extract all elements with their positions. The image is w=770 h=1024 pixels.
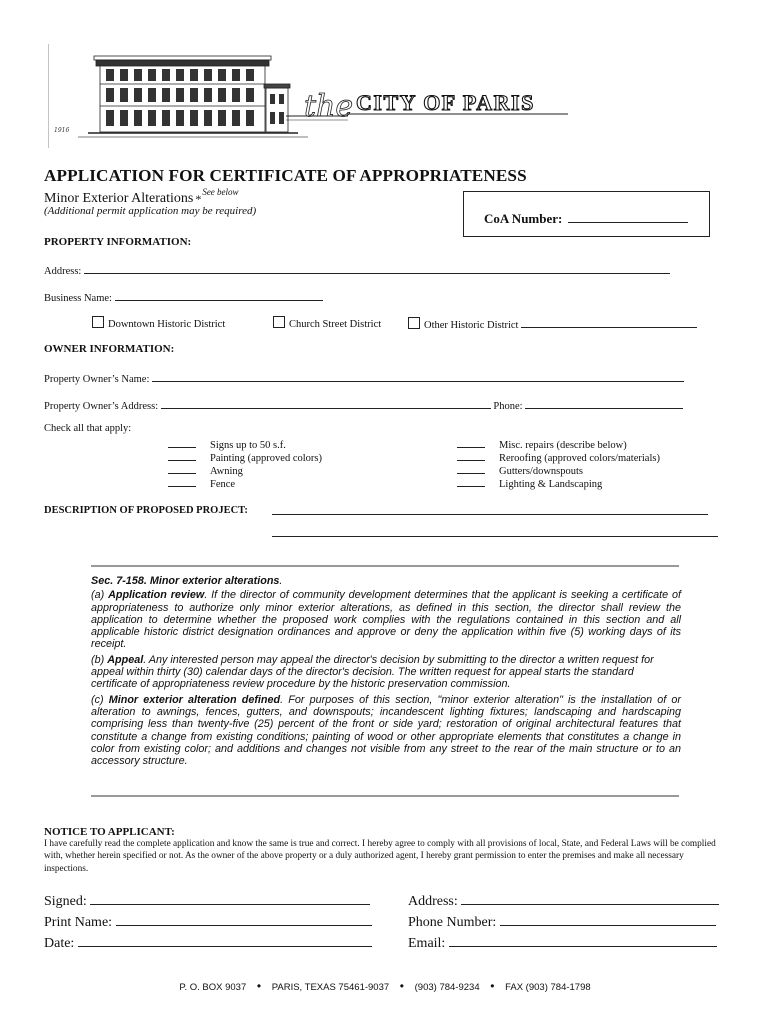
coa-number-box <box>463 191 710 237</box>
footer-po-box: P. O. BOX 9037 <box>179 982 247 993</box>
code-title-end: . <box>279 575 283 587</box>
code-a-bold: Application review <box>108 589 205 602</box>
code-a-head: (a) <box>91 589 109 602</box>
permit-note: (Additional permit application may be required) <box>44 205 257 217</box>
divider <box>91 795 679 797</box>
check-item-reroofing-label: Reroofing (approved colors/materials) <box>499 453 660 464</box>
footer-fax: FAX (903) 784-1798 <box>505 982 591 993</box>
code-b-text: . Any interested person may appeal the director's decision by submitting to the director a written request for appeal within thirty (30) calendar days of the director's decision. The written request for appeal starts the standard certificate of appropriateness review procedure by the historic preservation commission. <box>91 653 654 691</box>
code-b-head: (b) <box>91 653 108 666</box>
code-paragraph-a <box>91 589 681 650</box>
footer <box>0 979 770 993</box>
check-item-reroofing[interactable] <box>457 450 660 464</box>
email-label: Email: <box>408 936 446 951</box>
description-field-line-1[interactable] <box>272 514 708 515</box>
description-field-line-2[interactable] <box>272 536 718 537</box>
notice-heading: NOTICE TO APPLICANT: <box>44 826 175 838</box>
check-item-painting[interactable] <box>168 450 322 464</box>
check-blank[interactable] <box>168 476 196 487</box>
signer-address-label: Address: <box>408 894 458 909</box>
footer-phone: (903) 784-9234 <box>414 982 480 993</box>
check-item-misc-repairs[interactable] <box>457 437 627 451</box>
print-name-label: Print Name: <box>44 915 113 930</box>
check-item-gutters-label: Gutters/downspouts <box>499 466 583 477</box>
date-label: Date: <box>44 936 75 951</box>
svg-text:1916: 1916 <box>54 127 70 134</box>
print-name-field[interactable] <box>116 912 372 926</box>
district-church-street-label: Church Street District <box>289 319 382 330</box>
subtitle-note: See below <box>202 187 239 197</box>
bullet-icon: • <box>256 979 262 993</box>
district-other-label: Other Historic District <box>424 320 519 331</box>
district-church-street[interactable] <box>273 316 381 330</box>
check-item-lighting-label: Lighting & Landscaping <box>499 479 603 490</box>
code-paragraph-c <box>91 694 681 768</box>
code-section <box>91 575 681 767</box>
check-item-signs[interactable] <box>168 437 286 451</box>
checkbox-icon[interactable] <box>408 317 420 329</box>
code-paragraph-b <box>91 654 681 691</box>
phone-field[interactable] <box>525 397 683 409</box>
check-blank[interactable] <box>457 450 485 461</box>
check-item-painting-label: Painting (approved colors) <box>210 453 322 464</box>
signed-label: Signed: <box>44 894 87 909</box>
check-item-signs-label: Signs up to 50 s.f. <box>210 440 286 451</box>
check-blank[interactable] <box>457 463 485 474</box>
check-item-awning-label: Awning <box>210 466 243 477</box>
footer-city: PARIS, TEXAS 75461-9037 <box>271 982 390 993</box>
notice-text: I have carefully read the complete application and know the same is true and correct. I hereby agree to comply with all provisions of local, State, and Federal Laws will be complied with, whether herein specified or not. As the owner of the above property or a duly authorized agent, I hereby grant permission to enter the premises and make all necessary inspections. <box>44 839 716 874</box>
coa-number-field[interactable] <box>568 209 688 223</box>
check-blank[interactable] <box>457 437 485 448</box>
code-c-text: . For purposes of this section, "minor exterior alteration" is the installation of or alteration to awnings, fences, gutters, and downspouts; incandescent lighting fixtures; landscaping and hardscaping comprising less than twenty-five (25) percent of the front or side yard; restoration of original architectural features that constitute a change from existing conditions; painting of wood or other appropriate elements that constitutes a change in color from existing color; and additions and changes not visible from any street to the rear of the main structure or to an accessory structure. <box>91 693 682 768</box>
owner-info-heading: OWNER INFORMATION: <box>44 343 175 355</box>
other-district-field[interactable] <box>521 316 697 328</box>
district-other[interactable] <box>408 316 697 330</box>
owner-name-field[interactable] <box>152 370 684 382</box>
logo-the-script: the <box>304 89 354 124</box>
check-item-gutters[interactable] <box>457 463 583 477</box>
owner-name-label: Property Owner’s Name: <box>44 374 150 385</box>
logo-city-of-paris: CITY OF PARIS <box>356 90 535 115</box>
business-name-field[interactable] <box>115 289 323 301</box>
email-field[interactable] <box>449 933 717 947</box>
date-field[interactable] <box>78 933 372 947</box>
signed-field[interactable] <box>90 891 370 905</box>
phone-number-field[interactable] <box>500 912 716 926</box>
description-label: DESCRIPTION OF PROPOSED PROJECT: <box>44 505 248 516</box>
coa-number-label: CoA Number: <box>484 211 563 226</box>
form-subtitle <box>44 187 239 207</box>
page-title: APPLICATION FOR CERTIFICATE OF APPROPRIATENESS <box>44 166 527 185</box>
business-name-label: Business Name: <box>44 293 112 304</box>
address-label: Address: <box>44 266 82 277</box>
check-item-fence-label: Fence <box>210 479 236 490</box>
subtitle-text: Minor Exterior Alterations <box>44 191 194 206</box>
code-c-head: (c) <box>91 693 109 706</box>
divider <box>91 565 679 567</box>
code-a-text: . If the director of community development determines that the applicant is seeking a certificate of appropriateness to authorize only minor exterior alterations, as defined in this section, the director shall review the application to determine whether the proposed work complies with the regulations contained in this section and all applicable historic district designation ordinances and approve or deny the application within five (5) working days of its receipt. <box>91 589 681 651</box>
check-item-misc-repairs-label: Misc. repairs (describe below) <box>499 440 627 451</box>
owner-address-field[interactable] <box>161 397 491 409</box>
bullet-icon: • <box>490 979 495 993</box>
checkbox-icon[interactable] <box>92 316 104 328</box>
check-item-awning[interactable] <box>168 463 243 477</box>
code-c-bold: Minor exterior alteration defined <box>108 693 281 706</box>
property-info-heading: PROPERTY INFORMATION: <box>44 236 192 248</box>
code-title: Sec. 7-158. Minor exterior alterations <box>91 575 280 587</box>
subtitle-asterisk: * <box>195 192 202 206</box>
check-blank[interactable] <box>168 450 196 461</box>
city-hall-building-icon <box>48 44 578 148</box>
check-item-lighting[interactable] <box>457 476 602 490</box>
logo <box>48 44 578 148</box>
check-blank[interactable] <box>457 476 485 487</box>
phone-label: Phone: <box>493 401 523 412</box>
address-field[interactable] <box>84 262 670 274</box>
district-downtown-label: Downtown Historic District <box>108 319 226 330</box>
check-item-fence[interactable] <box>168 476 235 490</box>
signer-address-field[interactable] <box>461 891 719 905</box>
check-blank[interactable] <box>168 463 196 474</box>
code-b-bold: Appeal <box>107 653 144 666</box>
phone-number-label: Phone Number: <box>408 915 497 930</box>
bullet-icon: • <box>399 979 404 993</box>
district-downtown[interactable] <box>92 316 225 330</box>
check-blank[interactable] <box>168 437 196 448</box>
owner-address-label: Property Owner’s Address: <box>44 401 159 412</box>
check-all-label: Check all that apply: <box>44 423 132 434</box>
checkbox-icon[interactable] <box>273 316 285 328</box>
